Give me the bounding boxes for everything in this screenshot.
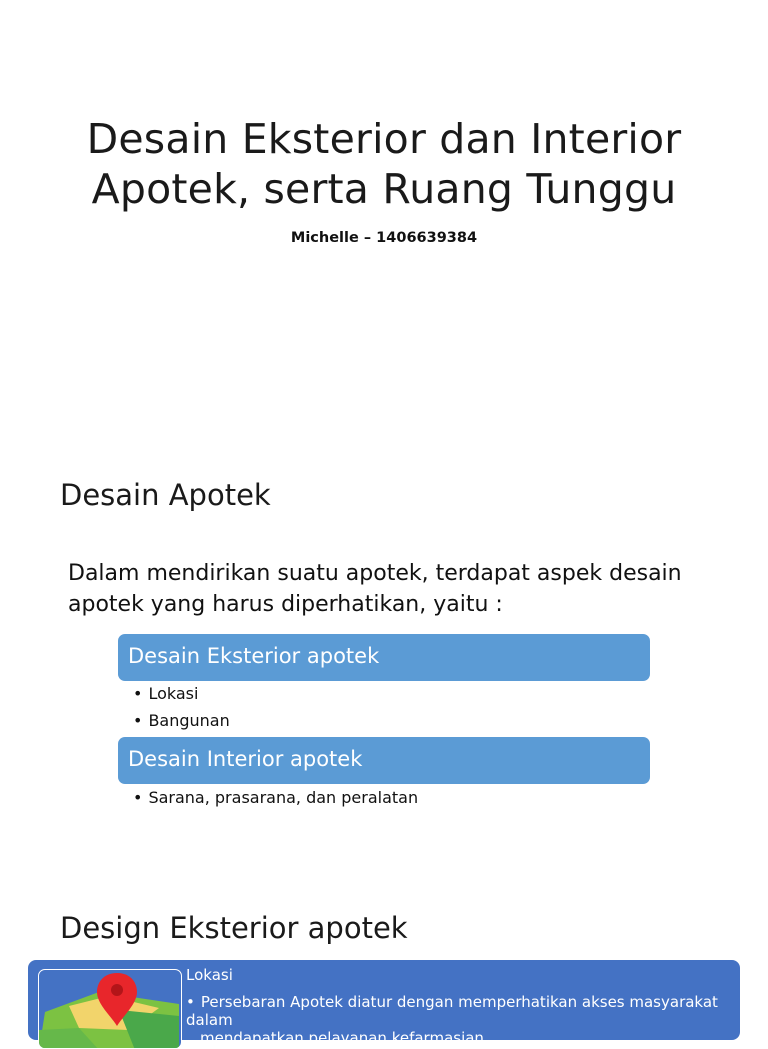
presentation-title [0,114,768,214]
panel-title: Lokasi [186,966,233,984]
exterior-label: Desain Eksterior apotek [128,644,380,668]
lokasi-panel [28,960,740,1047]
title-line-1: Desain Eksterior dan Interior [86,115,682,163]
intro-line-1: Dalam mendirikan suatu apotek, terdapat aspek desain [68,561,682,586]
intro-line-2: apotek yang harus diperhatikan, yaitu : [68,592,503,617]
exterior-box [118,634,650,681]
desain-apotek-slide [0,440,768,870]
title-line-2: Apotek, serta Ruang Tunggu [91,165,677,213]
interior-list [133,784,418,811]
list-item: • Lokasi [133,684,199,703]
bullet-line-2: mendapatkan pelayanan kefarmasian [200,1029,484,1047]
map-image [38,969,182,1049]
panel-bullet: • Persebaran Apotek diatur dengan memperhatikan akses masyarakat dalam mendapatkan pelayanan kefarmasian [186,993,736,1047]
author-subtitle: Michelle – 1406639384 [290,230,478,246]
map-pin-icon [39,970,182,1049]
list-item: • Bangunan [133,711,230,730]
exterior-list [133,680,230,734]
eksterior-slide [0,870,768,1047]
interior-box [118,737,650,784]
interior-label: Desain Interior apotek [128,747,363,771]
bullet-line-1: Persebaran Apotek diatur dengan memperhatikan akses masyarakat dalam [186,993,718,1029]
slide-title: Desain Apotek [60,478,271,512]
list-item: • Sarana, prasarana, dan peralatan [133,788,419,807]
title-slide [0,0,768,430]
intro-text [68,558,728,620]
slide-title: Design Eksterior apotek [60,911,408,945]
